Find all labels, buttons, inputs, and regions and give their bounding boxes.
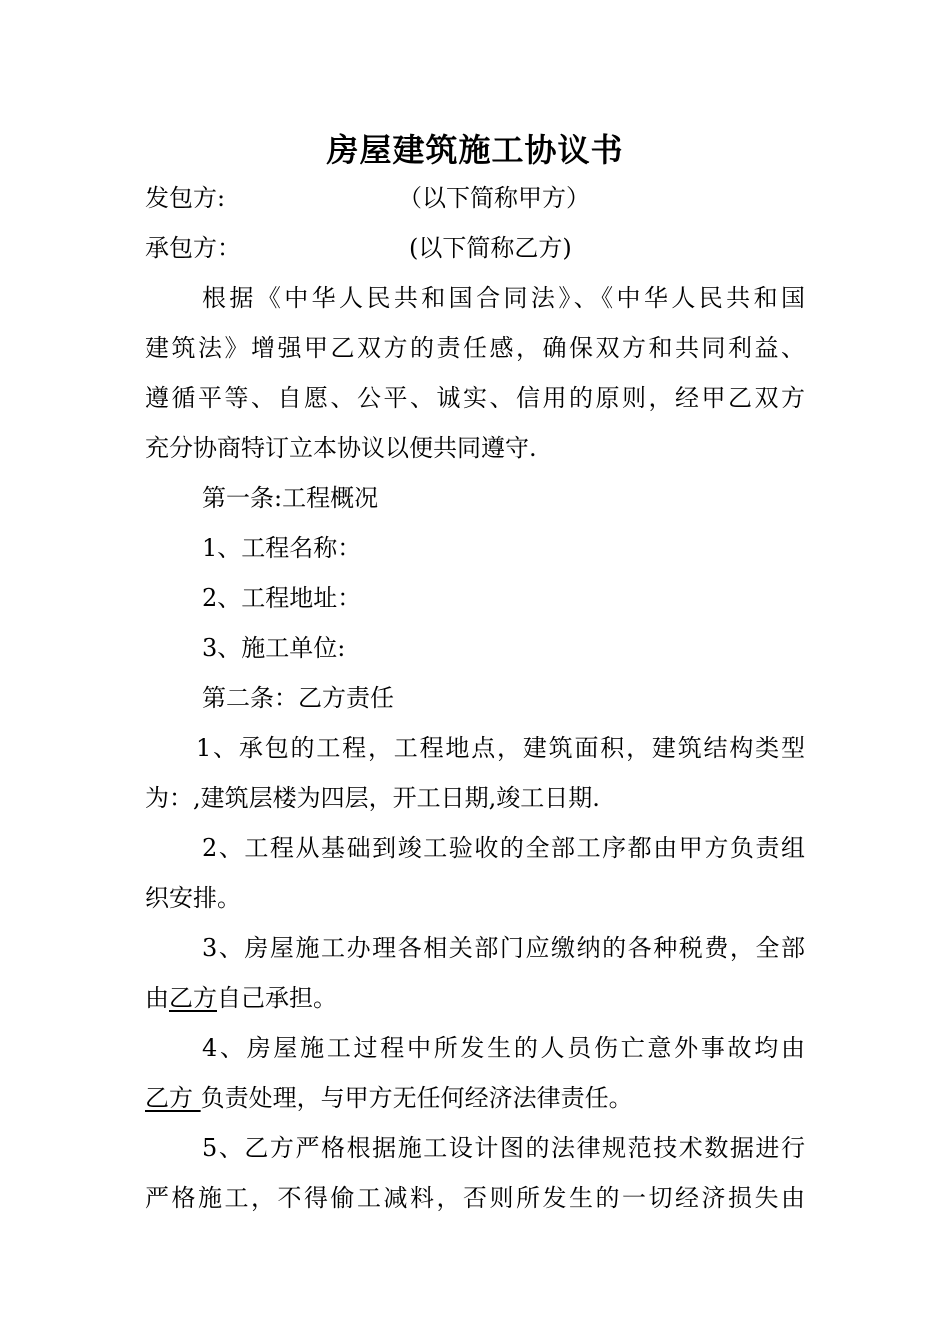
article1-heading: 第一条:工程概况 [202, 484, 379, 512]
item4-underlined-party: 乙方 [145, 1084, 201, 1112]
article2-item5-line1: 5、乙方严格根据施工设计图的法律规范技术数据进行 [202, 1134, 805, 1162]
item4-suffix: 负责处理，与甲方无任何经济法律责任。 [200, 1084, 633, 1112]
item3-underlined-party: 乙方 [169, 984, 217, 1012]
employer-note: （以下简称甲方） [398, 184, 590, 212]
employer-label: 发包方: [145, 184, 226, 212]
contractor-note: (以下简称乙方) [409, 234, 572, 262]
article2-item1-line1: 1、承包的工程，工程地点，建筑面积，建筑结构类型 [196, 734, 805, 762]
employer-line [145, 181, 815, 215]
article2-item2-line1: 2、工程从基础到竣工验收的全部工序都由甲方负责组 [202, 834, 805, 862]
article2-heading: 第二条：乙方责任 [202, 684, 394, 712]
article1-item-2: 2、工程地址： [202, 584, 362, 612]
contractor-label: 承包方： [145, 234, 241, 262]
article2-item4-line2 [145, 1081, 815, 1115]
preamble-line-3: 遵循平等、自愿、公平、诚实、信用的原则，经甲乙双方 [145, 384, 805, 412]
article2-item3-line2 [145, 981, 815, 1015]
preamble-line-1: 根据《中华人民共和国合同法》、《中华人民共和国 [202, 284, 805, 312]
contractor-line [145, 231, 815, 265]
article1-item-1: 1、工程名称： [202, 534, 362, 562]
article2-item4-line1: 4、房屋施工过程中所发生的人员伤亡意外事故均由 [202, 1034, 805, 1062]
article2-item3-line1: 3、房屋施工办理各相关部门应缴纳的各种税费，全部 [202, 934, 805, 962]
item3-prefix: 由 [145, 984, 169, 1012]
article1-item-3: 3、施工单位: [202, 634, 346, 662]
article2-item1-line2: 为：,建筑层楼为四层，开工日期,竣工日期. [145, 784, 600, 812]
document-title: 房屋建筑施工协议书 [326, 131, 624, 169]
item3-suffix: 自己承担。 [217, 984, 337, 1012]
article2-item5-line2: 严格施工，不得偷工减料，否则所发生的一切经济损失由 [145, 1184, 805, 1212]
preamble-line-4: 充分协商特订立本协议以便共同遵守. [145, 434, 537, 462]
preamble-line-2: 建筑法》增强甲乙双方的责任感，确保双方和共同利益、 [145, 334, 805, 362]
article2-item2-line2: 织安排。 [145, 884, 241, 912]
